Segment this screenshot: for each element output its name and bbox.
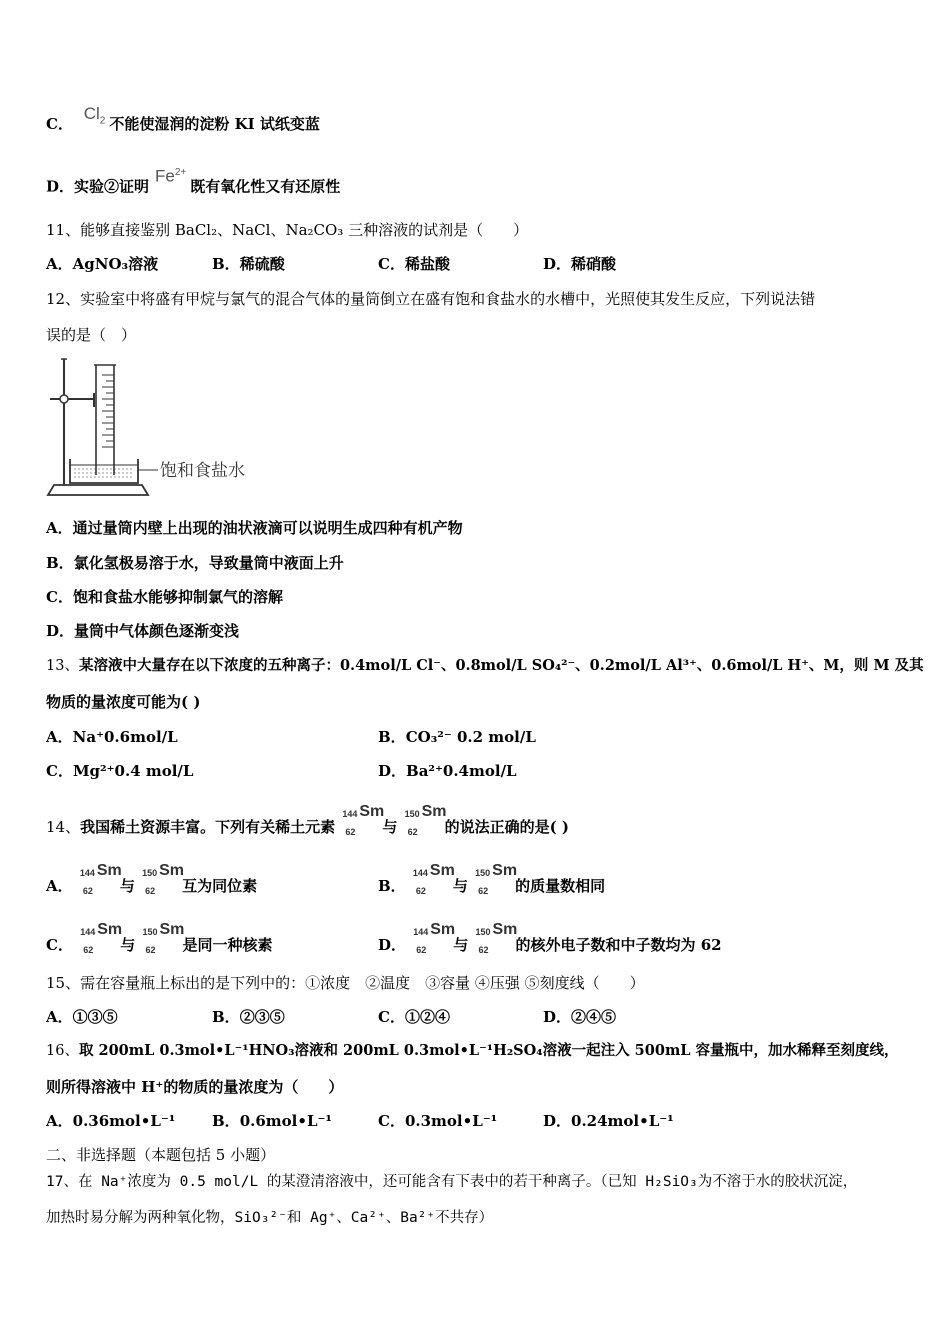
- q13-option-a: A．Na⁺0.6mol/L: [46, 728, 178, 746]
- q14-stem: 14、我国稀土资源丰富。下列有关稀土元素 144 62 Sm 与 150 62 Sm 的说法正确的是( ): [46, 803, 570, 837]
- q16-stem-line2: 则所得溶液中 H⁺的物质的量浓度为（ ）: [46, 1078, 344, 1096]
- q11-option-a: A．AgNO₃溶液: [46, 255, 159, 273]
- q12-option-c: C．饱和食盐水能够抑制氯气的溶解: [46, 588, 283, 606]
- q12-stem-line2: 误的是（ ）: [46, 326, 137, 344]
- q15-option-b: B．②③⑤: [212, 1008, 285, 1026]
- q15-stem: 15、需在容量瓶上标出的是下列中的：①浓度 ②温度 ③容量 ④压强 ⑤刻度线（ ）: [46, 974, 645, 992]
- q15-option-c: C．①②④: [378, 1008, 450, 1026]
- q12-apparatus-figure: [44, 355, 264, 503]
- sm144-nuclide: 144 62 Sm: [342, 803, 385, 837]
- q15-option-d: D．②④⑤: [543, 1008, 617, 1026]
- q15-option-a: A．①③⑤: [46, 1008, 118, 1026]
- q13-option-d: D．Ba²⁺0.4mol/L: [378, 762, 517, 780]
- q10-c-label: C．: [46, 115, 73, 133]
- q16-option-c: C．0.3mol•L⁻¹: [378, 1112, 498, 1130]
- q14-option-b: B． 144 62 Sm 与 150 62 Sm 的质量数相同: [378, 862, 606, 896]
- q14-option-a: A． 144 62 Sm 与 150 62 Sm 互为同位素: [46, 862, 258, 896]
- q13-option-b: B．CO₃²⁻ 0.2 mol/L: [378, 728, 536, 746]
- q13-stem-line2: 物质的量浓度可能为( ): [46, 693, 201, 711]
- q11-option-b: B．稀硫酸: [212, 255, 285, 273]
- section-heading: 二、非选择题（本题包括 5 小题）: [46, 1146, 276, 1164]
- q12-option-a: A．通过量筒内壁上出现的油状液滴可以说明生成四种有机产物: [46, 519, 463, 537]
- cl2-formula: $Cl_2$: [83, 104, 106, 127]
- sm150-nuclide: 150 62 Sm: [404, 803, 447, 837]
- q12-stem-line1: 12、实验室中将盛有甲烷与氯气的混合气体的量筒倒立在盛有饱和食盐水的水槽中，光照使其发生反应，下列说法错: [46, 290, 816, 308]
- fe2-formula: $Fe^{2+}$: [155, 166, 187, 186]
- q12-option-b: B．氯化氢极易溶于水，导致量筒中液面上升: [46, 554, 344, 572]
- q10-option-c: [46, 104, 320, 141]
- q11-stem: 11、能够直接鉴别 BaCl₂、NaCl、Na₂CO₃ 三种溶液的试剂是（ ）: [46, 221, 529, 239]
- q10-d-text: 既有氧化性又有还原性: [190, 177, 341, 196]
- q10-d-pre: 实验②证明: [74, 177, 150, 196]
- q14-option-c: C． 144 62 Sm 与 150 62 Sm 是同一种核素: [46, 921, 273, 955]
- q13-option-c: C．Mg²⁺0.4 mol/L: [46, 762, 194, 780]
- q16-option-b: B．0.6mol•L⁻¹: [212, 1112, 332, 1130]
- q16-option-a: A．0.36mol•L⁻¹: [46, 1112, 176, 1130]
- q17-stem-line2: 加热时易分解为两种氧化物，SiO₃²⁻和 Ag⁺、Ca²⁺、Ba²⁺不共存）: [46, 1210, 494, 1226]
- q11-option-c: C．稀盐酸: [378, 255, 450, 273]
- q16-option-d: D．0.24mol•L⁻¹: [543, 1112, 674, 1130]
- q10-c-text: 不能使湿润的淀粉 KI 试纸变蓝: [109, 115, 320, 133]
- q17-stem-line1: 17、在 Na⁺浓度为 0.5 mol/L 的某澄清溶液中，还可能含有下表中的若干种离子。（已知 H₂SiO₃为不溶于水的胶状沉淀，: [46, 1174, 858, 1190]
- q11-option-d: D．稀硝酸: [543, 255, 617, 273]
- q12-option-d: D．量筒中气体颜色逐渐变浅: [46, 622, 240, 640]
- q16-stem-line1: 16、取 200mL 0.3mol•L⁻¹HNO₃溶液和 200mL 0.3mol•L⁻¹H₂SO₄溶液一起注入 500mL 容量瓶中，加水稀释至刻度线，: [46, 1042, 899, 1059]
- q12-figure-label: 饱和食盐水: [160, 461, 245, 481]
- q14-option-d: D． 144 62 Sm 与 150 62 Sm 的核外电子数和中子数均为 62: [378, 921, 722, 955]
- q13-stem-line1: 13、某溶液中大量存在以下浓度的五种离子：0.4mol/L Cl⁻、0.8mol/L SO₄²⁻、0.2mol/L Al³⁺、0.6mol/L H⁺、M，则 M 及其: [46, 657, 924, 674]
- q10-option-d: [46, 166, 341, 197]
- q10-d-label: D．: [46, 177, 75, 196]
